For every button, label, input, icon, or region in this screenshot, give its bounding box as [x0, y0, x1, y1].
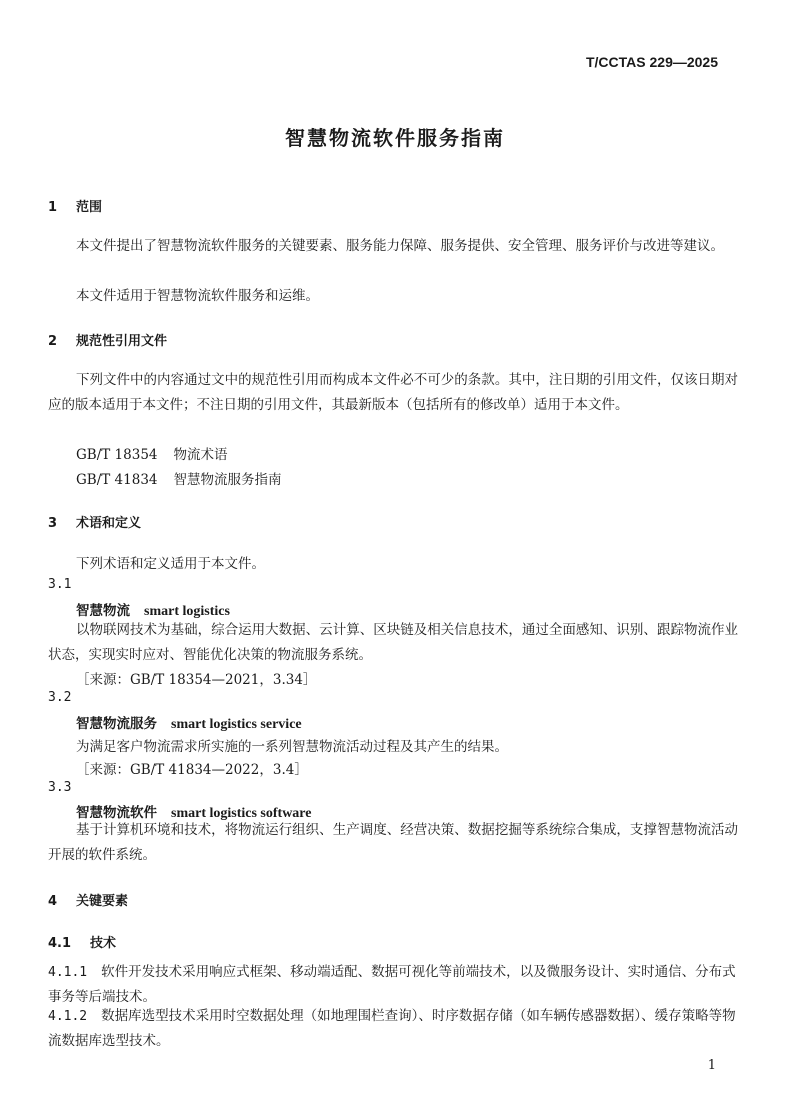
reference-name: 智慧物流服务指南: [173, 472, 282, 488]
term-source: ［来源：GB/T 41834—2022，3.4］: [76, 762, 308, 778]
term-definition: 基于计算机环境和技术，将物流运行组织、生产调度、经营决策、数据挖掘等系统综合集成，支撑智慧物流活动开展的软件系统。: [48, 822, 738, 863]
term-definition: 为满足客户物流需求所实施的一系列智慧物流活动过程及其产生的结果。: [76, 739, 508, 755]
standard-code: T/CCTAS 229—2025: [585, 54, 718, 70]
term-en: smart logistics: [144, 604, 230, 619]
term-number: 3.3: [48, 780, 72, 795]
section-number: 4: [48, 894, 58, 909]
term-number: 3.2: [48, 690, 72, 705]
term-en: smart logistics software: [171, 806, 312, 821]
subsection-number: 4.1: [48, 936, 72, 951]
term-cn: 智慧物流服务: [76, 716, 157, 732]
term-number: 3.1: [48, 577, 72, 592]
term-cn: 智慧物流软件: [76, 805, 157, 821]
clause-4-1-1: [48, 960, 738, 1010]
term-cn: 智慧物流: [76, 603, 130, 619]
section-1-heading: [48, 196, 102, 215]
term-heading: [76, 712, 302, 733]
page-number: 1: [707, 1058, 716, 1073]
reference-code: GB/T 18354: [76, 447, 158, 463]
clause-text: 软件开发技术采用响应式框架、移动端适配、数据可视化等前端技术，以及微服务设计、实时通信、分布式事务等后端技术。: [48, 964, 736, 1005]
normative-reference: [76, 468, 282, 488]
section-title: 范围: [76, 200, 103, 215]
section-2-paragraph-1: 下列文件中的内容通过文中的规范性引用而构成本文件必不可少的条款。其中，注日期的引用文件，仅该日期对应的版本适用于本文件；不注日期的引用文件，其最新版本（包括所有的修改单）适用于本文件。: [48, 372, 738, 413]
clause-4-1-2: [48, 1004, 738, 1054]
term-heading: [76, 599, 230, 620]
subsection-4-1-heading: [48, 932, 116, 951]
section-3-intro: 下列术语和定义适用于本文件。: [76, 556, 265, 572]
section-2-heading: [48, 330, 167, 349]
section-title: 术语和定义: [76, 516, 142, 531]
section-1-paragraph-1: 本文件提出了智慧物流软件服务的关键要素、服务能力保障、服务提供、安全管理、服务评价与改进等建议。: [76, 238, 724, 254]
section-4-heading: [48, 890, 128, 909]
normative-reference: [76, 443, 228, 463]
subsection-title: 技术: [90, 936, 117, 951]
section-number: 3: [48, 516, 58, 531]
section-1-paragraph-2: 本文件适用于智慧物流软件服务和运维。: [76, 288, 319, 304]
section-number: 2: [48, 334, 58, 349]
reference-name: 物流术语: [173, 447, 228, 463]
section-number: 1: [48, 200, 58, 215]
term-source: ［来源：GB/T 18354—2021，3.34］: [76, 672, 317, 688]
section-title: 关键要素: [76, 894, 129, 909]
section-3-heading: [48, 512, 141, 531]
clause-number: 4.1.2: [48, 1009, 88, 1024]
document-title: 智慧物流软件服务指南: [285, 126, 505, 150]
clause-number: 4.1.1: [48, 965, 88, 980]
clause-text: 数据库选型技术采用时空数据处理（如地理围栏查询）、时序数据存储（如车辆传感器数据）、缓存策略等物流数据库选型技术。: [48, 1008, 736, 1049]
reference-code: GB/T 41834: [76, 472, 158, 488]
section-title: 规范性引用文件: [76, 334, 168, 349]
term-en: smart logistics service: [171, 717, 302, 732]
term-definition: 以物联网技术为基础，综合运用大数据、云计算、区块链及相关信息技术，通过全面感知、识别、跟踪物流作业状态，实现实时应对、智能优化决策的物流服务系统。: [48, 622, 738, 663]
